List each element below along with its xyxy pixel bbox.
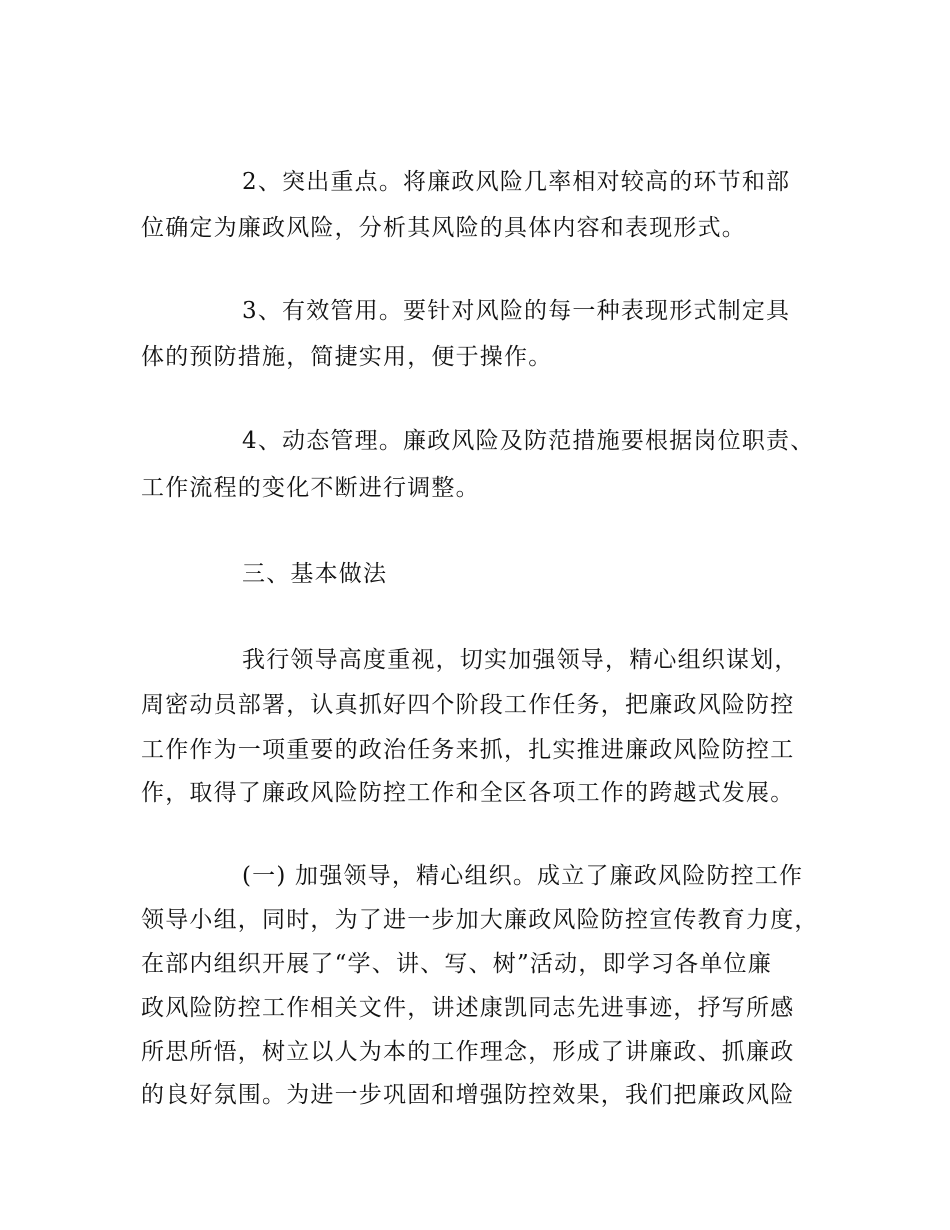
section-heading: 三、基本做法: [242, 561, 388, 587]
subsection-1-line-5: 所思所悟，树立以人为本的工作理念，形成了讲廉政、抓廉政: [141, 1039, 795, 1065]
paragraph-4-line-2: 工作流程的变化不断进行调整。: [141, 475, 480, 501]
subsection-1-line-4: 政风险防控工作相关文件，讲述康凯同志先进事迹，抒写所感: [141, 995, 795, 1021]
paragraph-3-line-1: 3、有效管用。要针对风险的每一种表现形式制定具: [242, 298, 791, 324]
paragraph-2-line-1: 2、突出重点。将廉政风险几率相对较高的环节和部: [242, 169, 791, 195]
paragraph-3-line-2: 体的预防措施，简捷实用，便于操作。: [141, 344, 553, 370]
intro-line-1: 我行领导高度重视，切实加强领导，精心组织谋划，: [242, 647, 799, 673]
intro-line-4: 作，取得了廉政风险防控工作和全区各项工作的跨越式发展。: [141, 780, 795, 806]
paragraph-2-line-2: 位确定为廉政风险，分析其风险的具体内容和表现形式。: [141, 215, 746, 241]
subsection-1-line-6: 的良好氛围。为进一步巩固和增强防控效果，我们把廉政风险: [141, 1082, 795, 1108]
subsection-1-line-2: 领导小组，同时，为了进一步加大廉政风险防控宣传教育力度，: [141, 907, 819, 933]
intro-line-2: 周密动员部署，认真抓好四个阶段工作任务，把廉政风险防控: [141, 692, 795, 718]
paragraph-4-line-1: 4、动态管理。廉政风险及防范措施要根据岗位职责、: [242, 428, 815, 454]
subsection-1-line-1: (一) 加强领导，精心组织。成立了廉政风险防控工作: [242, 863, 804, 889]
intro-line-3: 工作作为一项重要的政治任务来抓，扎实推进廉政风险防控工: [141, 737, 795, 763]
subsection-1-line-3: 在部内组织开展了“学、讲、写、树”活动，即学习各单位廉: [141, 951, 772, 977]
